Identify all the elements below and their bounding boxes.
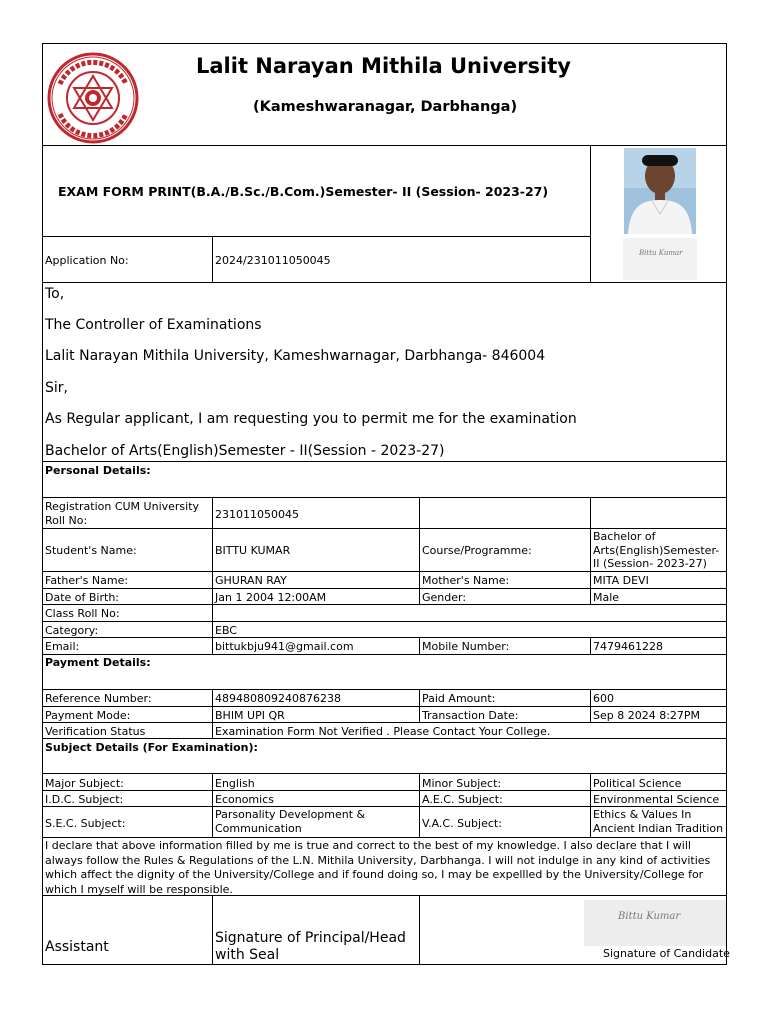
aec-value: Environmental Science xyxy=(593,793,720,806)
transaction-date-value: Sep 8 2024 8:27PM xyxy=(593,709,701,722)
university-location: (Kameshwaranagar, Darbhanga) xyxy=(253,99,518,115)
application-label: Application No: xyxy=(45,254,129,267)
mobile-label: Mobile Number: xyxy=(422,640,510,653)
minor-value: Political Science xyxy=(593,777,682,790)
principal-signature-label: Signature of Principal/Head with Seal xyxy=(215,930,406,963)
reg-label: Registration CUM University Roll No: xyxy=(45,500,200,527)
personal-heading: Personal Details: xyxy=(45,464,151,477)
father-value: GHURAN RAY xyxy=(215,574,287,587)
major-value: English xyxy=(215,777,255,790)
subjects-heading: Subject Details (For Examination): xyxy=(45,741,258,754)
candidate-photo xyxy=(624,148,696,234)
form-title: EXAM FORM PRINT(B.A./B.Sc./B.Com.)Semester- II (Session- 2023-27) xyxy=(58,184,549,199)
category-label: Category: xyxy=(45,624,99,637)
sec-value: Parsonality Development & Communication xyxy=(215,808,366,835)
student-name-label: Student's Name: xyxy=(45,544,137,557)
letter-controller: The Controller of Examinations xyxy=(45,317,262,333)
class-roll-label: Class Roll No: xyxy=(45,607,120,620)
course-label: Course/Programme: xyxy=(422,544,532,557)
reg-value: 231011050045 xyxy=(215,508,299,521)
vac-label: V.A.C. Subject: xyxy=(422,817,502,830)
letter-course: Bachelor of Arts(English)Semester - II(Session - 2023-27) xyxy=(45,443,445,459)
reference-label: Reference Number: xyxy=(45,692,152,705)
aec-label: A.E.C. Subject: xyxy=(422,793,503,806)
letter-salutation: Sir, xyxy=(45,380,68,396)
dob-value: Jan 1 2004 12:00AM xyxy=(215,591,327,604)
transaction-date-label: Transaction Date: xyxy=(422,709,519,722)
payment-heading: Payment Details: xyxy=(45,656,151,669)
major-label: Major Subject: xyxy=(45,777,124,790)
candidate-signature-label: Signature of Candidate xyxy=(603,947,730,960)
father-label: Father's Name: xyxy=(45,574,129,587)
reference-value: 489480809240876238 xyxy=(215,692,341,705)
payment-mode-label: Payment Mode: xyxy=(45,709,131,722)
minor-label: Minor Subject: xyxy=(422,777,502,790)
category-value: EBC xyxy=(215,624,237,637)
idc-value: Economics xyxy=(215,793,274,806)
mother-value: MITA DEVI xyxy=(593,574,649,587)
assistant-label: Assistant xyxy=(45,939,109,955)
letter-to: To, xyxy=(45,286,65,302)
university-logo xyxy=(46,52,140,144)
mobile-value: 7479461228 xyxy=(593,640,663,653)
letter-address: Lalit Narayan Mithila University, Kameshwarnagar, Darbhanga- 846004 xyxy=(45,348,546,364)
payment-mode-value: BHIM UPI QR xyxy=(215,709,285,722)
verification-label: Verification Status xyxy=(45,725,146,738)
paid-amount-value: 600 xyxy=(593,692,614,705)
paid-amount-label: Paid Amount: xyxy=(422,692,496,705)
email-label: Email: xyxy=(45,640,80,653)
course-value: Bachelor of Arts(English)Semester-II (Session- 2023-27) xyxy=(593,530,720,570)
vac-value: Ethics & Values In Ancient Indian Tradition xyxy=(593,808,724,835)
candidate-signature-image: Bittu Kumar xyxy=(584,900,726,946)
signature-thumbnail: Bittu Kumar xyxy=(623,238,697,280)
gender-label: Gender: xyxy=(422,591,467,604)
declaration-text: I declare that above information filled by me is true and correct to the best of my knowledge. I also declare that I will always follow the Rules & Regulations of the L.N. Mithila University, Darbhanga. I will not indulge in any kind of activities which affect the dignity of the University/College and if found doing so, I may be expellled by the University/College for which I myself will be responsible. xyxy=(45,839,711,896)
idc-label: I.D.C. Subject: xyxy=(45,793,124,806)
university-name: Lalit Narayan Mithila University xyxy=(196,54,571,78)
application-number: 2024/231011050045 xyxy=(215,254,331,267)
dob-label: Date of Birth: xyxy=(45,591,120,604)
email-value: bittukbju941@gmail.com xyxy=(215,640,354,653)
gender-value: Male xyxy=(593,591,620,604)
sec-label: S.E.C. Subject: xyxy=(45,817,126,830)
mother-label: Mother's Name: xyxy=(422,574,510,587)
student-name-value: BITTU KUMAR xyxy=(215,544,291,557)
verification-status: Examination Form Not Verified . Please Contact Your College. xyxy=(215,725,551,738)
letter-request: As Regular applicant, I am requesting you to permit me for the examination xyxy=(45,411,577,427)
